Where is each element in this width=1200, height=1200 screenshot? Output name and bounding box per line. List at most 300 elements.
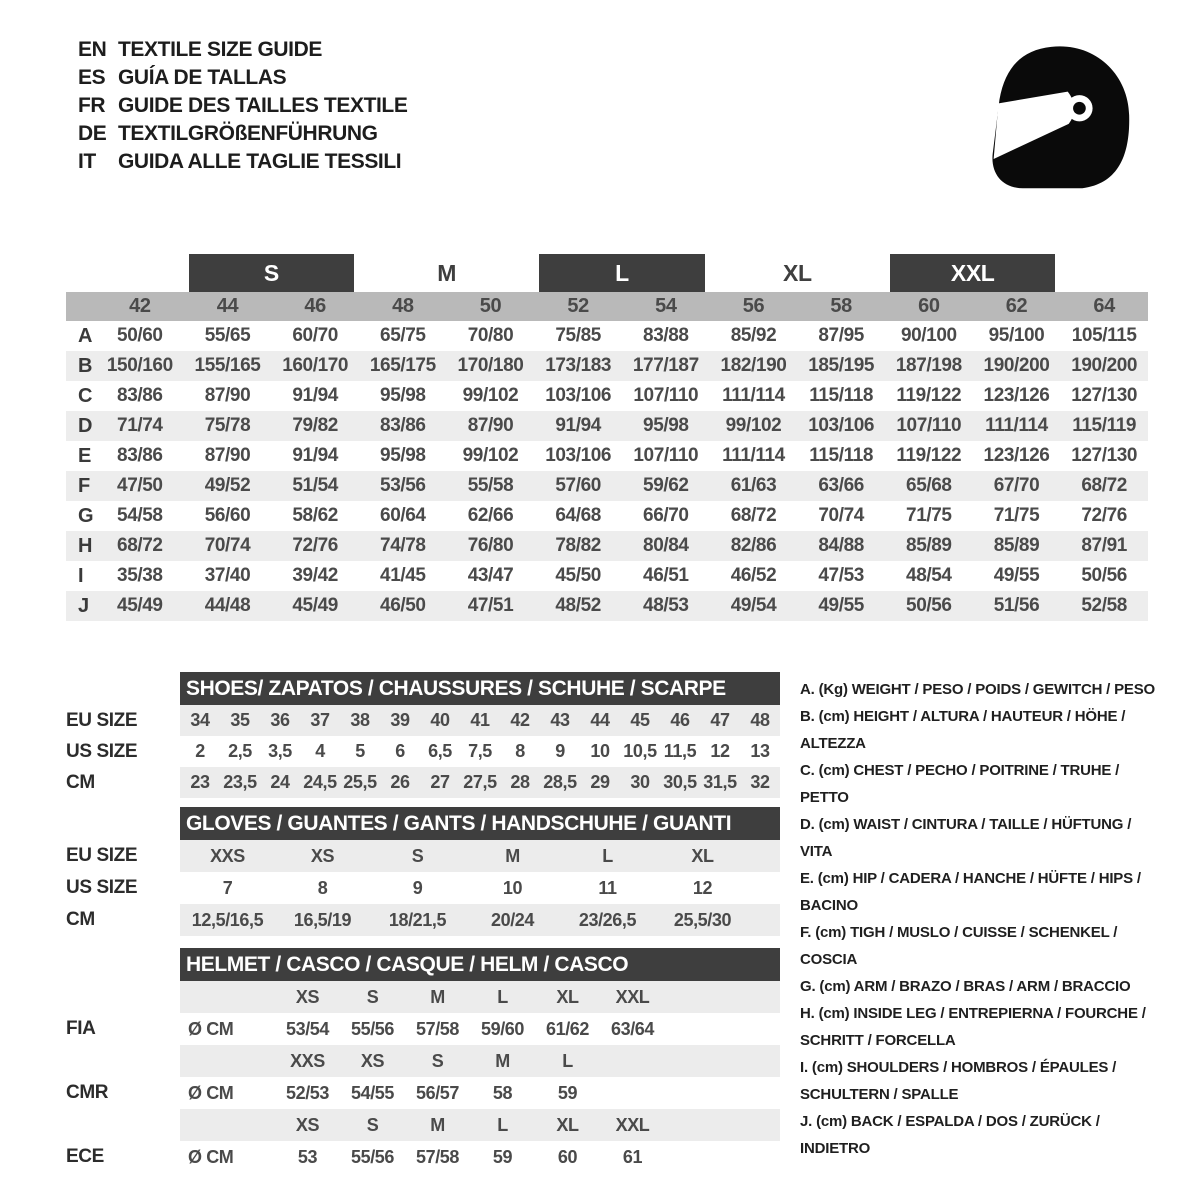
size-value: 70/80 xyxy=(467,325,514,346)
row-cells xyxy=(180,872,780,904)
measure-row-h xyxy=(66,531,1148,561)
size-value: 103/106 xyxy=(545,385,612,406)
size-value: 123/126 xyxy=(983,445,1050,466)
cell-value: 38 xyxy=(350,710,370,730)
size-value: 48/54 xyxy=(906,565,952,586)
row-label-spacer xyxy=(66,1045,180,1077)
size-value: 47/53 xyxy=(818,565,864,586)
guide-title: GUÍA DE TALLAS xyxy=(118,66,287,89)
size-value: 49/52 xyxy=(204,475,251,496)
size-value: 59/62 xyxy=(643,475,689,496)
row-label-spacer xyxy=(66,1109,180,1141)
cell-value: 6,5 xyxy=(428,741,452,761)
title-line xyxy=(78,36,407,64)
row-label: US SIZE xyxy=(66,877,138,898)
row-letter: A xyxy=(78,324,93,347)
helmet-value: 53 xyxy=(297,1146,318,1167)
size-value: 155/165 xyxy=(194,355,261,376)
size-value: 160/170 xyxy=(282,355,349,376)
helmet-sizes-row xyxy=(66,981,780,1013)
cell-value: 39 xyxy=(390,710,410,730)
title-block xyxy=(78,36,407,176)
helmet-size: XXL xyxy=(615,1114,650,1135)
section-title-bar: HELMET / CASCO / CASQUE / HELM / CASCO xyxy=(180,948,780,981)
cell-value: 29 xyxy=(590,772,610,792)
cell-value: 35 xyxy=(230,710,250,730)
legend-item: J. (cm) BACK / ESPALDA / DOS / ZURÜCK / INDIETRO xyxy=(800,1113,1100,1157)
size-value: 95/98 xyxy=(380,385,426,406)
cell-value: 10,5 xyxy=(623,741,657,761)
measure-row-b xyxy=(66,351,1148,381)
cell-value: 44 xyxy=(590,710,610,730)
measure-row-j xyxy=(66,591,1148,621)
size-value: 99/102 xyxy=(462,445,519,466)
cell-value: 11,5 xyxy=(663,741,697,761)
helmet-size: L xyxy=(497,986,508,1007)
table-row xyxy=(66,767,780,798)
cell-value: L xyxy=(602,845,613,866)
title-line xyxy=(78,64,407,92)
legend-item: H. (cm) INSIDE LEG / ENTREPIERNA / FOURCHE / SCHRITT / FORCELLA xyxy=(800,1005,1146,1049)
size-value: 48/53 xyxy=(643,595,689,616)
cell-value: 45 xyxy=(630,710,650,730)
cell-value: 2 xyxy=(195,741,205,761)
helmet-size: L xyxy=(497,1114,508,1135)
cell-value: 43 xyxy=(550,710,570,730)
cell-value: 10 xyxy=(502,877,523,898)
size-band-row xyxy=(66,254,1148,292)
size-value: 115/118 xyxy=(809,385,874,406)
size-value: 85/89 xyxy=(906,535,952,556)
cell-value: 40 xyxy=(430,710,450,730)
sizes-cells xyxy=(180,1109,780,1141)
values-cells xyxy=(180,1013,780,1045)
size-value: 182/190 xyxy=(720,355,787,376)
row-label: CM xyxy=(66,909,95,930)
cell-value: 27,5 xyxy=(463,772,497,792)
language-code: ES xyxy=(78,66,106,89)
size-value: 185/195 xyxy=(808,355,875,376)
size-value: 63/66 xyxy=(818,475,864,496)
size-band-m: M xyxy=(437,259,457,286)
size-value: 56/60 xyxy=(204,505,251,526)
cell-value: 32 xyxy=(750,772,770,792)
size-value: 72/76 xyxy=(292,535,338,556)
table-row xyxy=(66,705,780,736)
language-code: EN xyxy=(78,38,107,61)
helmet-values-row xyxy=(66,1141,780,1173)
size-value: 170/180 xyxy=(457,355,524,376)
helmet-size: S xyxy=(366,986,379,1007)
numeric-size: 46 xyxy=(304,295,326,317)
gloves-table xyxy=(66,807,780,936)
cell-value: 9 xyxy=(412,877,423,898)
helmet-table xyxy=(66,948,780,1173)
cell-value: XXS xyxy=(210,845,245,866)
helmet-value: 57/58 xyxy=(415,1146,460,1167)
size-value: 85/89 xyxy=(993,535,1040,556)
size-value: 105/115 xyxy=(1071,325,1137,346)
cell-value: 6 xyxy=(395,741,405,761)
sizes-cells xyxy=(180,1045,780,1077)
size-value: 173/183 xyxy=(545,355,612,376)
helmet-size: XL xyxy=(556,1114,579,1135)
numeric-size: 64 xyxy=(1093,295,1115,317)
cell-value: 41 xyxy=(470,710,490,730)
cell-value: M xyxy=(505,845,520,866)
size-value: 115/119 xyxy=(1072,415,1137,436)
size-value: 83/88 xyxy=(643,325,689,346)
racing-helmet-icon xyxy=(978,40,1136,196)
size-value: 87/91 xyxy=(1081,535,1127,556)
size-value: 67/70 xyxy=(993,475,1040,496)
section-title-bar: SHOES/ ZAPATOS / CHAUSSURES / SCHUHE / SCARPE xyxy=(180,672,780,705)
size-value: 49/55 xyxy=(993,565,1040,586)
size-value: 68/72 xyxy=(730,505,777,526)
size-value: 71/74 xyxy=(117,415,163,436)
helmet-value: 61 xyxy=(622,1146,643,1167)
size-value: 76/80 xyxy=(467,535,514,556)
size-value: 60/64 xyxy=(380,505,426,526)
cell-value: 18/21,5 xyxy=(388,909,447,930)
numeric-size: 44 xyxy=(216,295,239,317)
helmet-value: 53/54 xyxy=(285,1018,330,1039)
title-line xyxy=(78,92,407,120)
cell-value: 24,5 xyxy=(303,772,337,792)
size-value: 46/51 xyxy=(643,565,689,586)
size-value: 99/102 xyxy=(462,385,519,406)
cell-value: 48 xyxy=(750,710,770,730)
row-letter: B xyxy=(78,354,93,377)
cell-value: 47 xyxy=(710,710,730,730)
cell-value: 46 xyxy=(670,710,690,730)
size-value: 65/75 xyxy=(380,325,426,346)
size-value: 127/130 xyxy=(1071,445,1138,466)
helmet-size: XXL xyxy=(615,986,650,1007)
numeric-size: 60 xyxy=(918,295,940,317)
size-value: 78/82 xyxy=(555,535,601,556)
cell-value: 8 xyxy=(317,877,328,898)
helmet-value: 54/55 xyxy=(350,1082,395,1103)
corner-spacer xyxy=(66,292,96,321)
size-value: 72/76 xyxy=(1081,505,1127,526)
size-value: 150/160 xyxy=(106,355,173,376)
size-value: 95/98 xyxy=(643,415,689,436)
size-value: 49/54 xyxy=(730,595,777,616)
table-row xyxy=(66,904,780,936)
size-value: 62/66 xyxy=(467,505,514,526)
helmet-value: 52/53 xyxy=(285,1082,330,1103)
helmet-size: XL xyxy=(556,986,579,1007)
size-value: 82/86 xyxy=(730,535,777,556)
size-value: 70/74 xyxy=(204,535,251,556)
cell-value: 3,5 xyxy=(268,741,292,761)
numeric-size: 58 xyxy=(830,295,852,317)
size-value: 87/90 xyxy=(467,415,514,436)
size-value: 80/84 xyxy=(643,535,689,556)
helmet-size: M xyxy=(430,1114,445,1135)
size-value: 115/118 xyxy=(809,445,874,466)
row-letter: F xyxy=(78,474,90,497)
size-value: 177/187 xyxy=(632,355,699,376)
size-value: 107/110 xyxy=(896,415,962,436)
size-value: 53/56 xyxy=(380,475,426,496)
table-row xyxy=(66,736,780,767)
row-cells xyxy=(180,904,780,936)
size-value: 45/49 xyxy=(117,595,163,616)
cell-value: XS xyxy=(310,845,335,866)
helmet-size: S xyxy=(366,1114,379,1135)
numeric-size: 50 xyxy=(479,295,502,317)
row-letter: C xyxy=(78,384,93,407)
shoes-table xyxy=(66,672,780,798)
row-cells xyxy=(180,705,780,736)
size-value: 127/130 xyxy=(1071,385,1138,406)
size-value: 75/78 xyxy=(204,415,251,436)
numeric-size: 48 xyxy=(392,295,414,317)
cell-value: 30 xyxy=(630,772,650,792)
table-row xyxy=(66,872,780,904)
legend-item: C. (cm) CHEST / PECHO / POITRINE / TRUHE / PETTO xyxy=(800,762,1120,806)
cell-value: 8 xyxy=(515,741,525,761)
guide-title: GUIDE DES TAILLES TEXTILE xyxy=(118,94,408,117)
helmet-value: 55/56 xyxy=(350,1146,395,1167)
size-value: 111/114 xyxy=(722,445,785,466)
row-label-spacer xyxy=(66,981,180,1013)
size-value: 49/55 xyxy=(818,595,864,616)
row-letter: D xyxy=(78,414,93,437)
cell-value: 16,5/19 xyxy=(293,909,352,930)
size-value: 41/45 xyxy=(380,565,426,586)
cell-value: 31,5 xyxy=(703,772,737,792)
legend-item: F. (cm) TIGH / MUSLO / CUISSE / SCHENKEL / COSCIA xyxy=(800,924,1118,968)
legend-item: A. (Kg) WEIGHT / PESO / POIDS / GEWITCH / PESO xyxy=(800,681,1155,698)
size-value: 79/82 xyxy=(292,415,338,436)
size-value: 84/88 xyxy=(818,535,864,556)
row-letter: I xyxy=(78,564,84,587)
size-value: 119/122 xyxy=(896,445,962,466)
size-value: 35/38 xyxy=(117,565,163,586)
standard-label: CMR xyxy=(66,1082,109,1103)
legend-item: E. (cm) HIP / CADERA / HANCHE / HÜFTE / HIPS / BACINO xyxy=(800,870,1141,914)
row-cells xyxy=(180,736,780,767)
size-value: 91/94 xyxy=(292,385,338,406)
standard-label: ECE xyxy=(66,1146,104,1167)
helmet-value: 58 xyxy=(492,1082,513,1103)
size-value: 165/175 xyxy=(369,355,436,376)
helmet-size: S xyxy=(431,1050,444,1071)
size-band-l: L xyxy=(539,254,704,292)
language-code: FR xyxy=(78,94,106,117)
legend-item: D. (cm) WAIST / CINTURA / TAILLE / HÜFTUNG / VITA xyxy=(800,816,1132,860)
size-value: 90/100 xyxy=(900,325,957,346)
legend-item: I. (cm) SHOULDERS / HOMBROS / ÉPAULES / SCHULTERN / SPALLE xyxy=(800,1059,1117,1103)
size-value: 190/200 xyxy=(1071,355,1138,376)
size-value: 47/51 xyxy=(467,595,514,616)
diameter-label: Ø CM xyxy=(188,1082,234,1103)
size-value: 103/106 xyxy=(808,415,875,436)
size-value: 37/40 xyxy=(204,565,251,586)
row-letter: H xyxy=(78,534,93,557)
cell-value: 28 xyxy=(510,772,530,792)
size-value: 83/86 xyxy=(380,415,426,436)
cell-value: 5 xyxy=(355,741,365,761)
cell-value: 23,5 xyxy=(223,772,257,792)
size-value: 66/70 xyxy=(643,505,689,526)
size-value: 83/86 xyxy=(117,385,163,406)
cell-value: 36 xyxy=(270,710,290,730)
size-band-s: S xyxy=(189,254,354,292)
size-value: 71/75 xyxy=(906,505,952,526)
size-value: 58/62 xyxy=(292,505,338,526)
helmet-size: XXS xyxy=(290,1050,325,1071)
helmet-value: 56/57 xyxy=(415,1082,460,1103)
cell-value: 23 xyxy=(190,772,210,792)
values-cells xyxy=(180,1141,780,1173)
size-value: 99/102 xyxy=(725,415,782,436)
size-value: 55/65 xyxy=(204,325,251,346)
size-value: 64/68 xyxy=(555,505,601,526)
size-value: 87/90 xyxy=(204,445,251,466)
numeric-size: 56 xyxy=(742,295,765,317)
size-value: 43/47 xyxy=(467,565,514,586)
cell-value: 42 xyxy=(510,710,530,730)
helmet-value: 55/56 xyxy=(350,1018,395,1039)
size-value: 51/54 xyxy=(292,475,338,496)
size-value: 83/86 xyxy=(117,445,163,466)
standard-label: FIA xyxy=(66,1018,96,1039)
size-value: 107/110 xyxy=(633,445,699,466)
measure-row-c xyxy=(66,381,1148,411)
helmet-size: M xyxy=(430,986,445,1007)
helmet-value: 59 xyxy=(492,1146,513,1167)
cell-value: 13 xyxy=(750,741,770,761)
measure-row-e xyxy=(66,441,1148,471)
numeric-size: 54 xyxy=(655,295,677,317)
size-value: 45/49 xyxy=(292,595,338,616)
size-value: 74/78 xyxy=(380,535,426,556)
size-value: 39/42 xyxy=(292,565,338,586)
numeric-size: 62 xyxy=(1005,295,1028,317)
diameter-label: Ø CM xyxy=(188,1146,234,1167)
cell-value: 23/26,5 xyxy=(578,909,637,930)
textile-size-table xyxy=(66,254,1148,621)
size-value: 91/94 xyxy=(292,445,338,466)
cell-value: 11 xyxy=(598,877,617,898)
measure-row-a xyxy=(66,321,1148,351)
language-code: DE xyxy=(78,122,107,145)
size-value: 95/98 xyxy=(380,445,426,466)
cell-value: 7 xyxy=(222,877,233,898)
cell-value: 10 xyxy=(590,741,610,761)
size-value: 87/95 xyxy=(818,325,864,346)
diameter-spacer xyxy=(180,1109,275,1141)
size-value: 187/198 xyxy=(895,355,962,376)
cell-value: 12 xyxy=(710,741,730,761)
size-value: 87/90 xyxy=(204,385,251,406)
diameter-label: Ø CM xyxy=(188,1018,234,1039)
cell-value: 4 xyxy=(315,741,325,761)
helmet-size: XS xyxy=(295,1114,320,1135)
size-value: 52/58 xyxy=(1081,595,1127,616)
numeric-size-row xyxy=(66,292,1148,321)
title-line xyxy=(78,148,407,176)
helmet-values-row xyxy=(66,1013,780,1045)
cell-value: 25,5/30 xyxy=(673,909,732,930)
helmet-size: XS xyxy=(295,986,320,1007)
size-value: 50/60 xyxy=(117,325,163,346)
helmet-sizes-row xyxy=(66,1109,780,1141)
size-value: 111/114 xyxy=(722,385,785,406)
language-code: IT xyxy=(78,150,96,173)
size-value: 68/72 xyxy=(117,535,163,556)
helmet-size: M xyxy=(495,1050,510,1071)
helmet-value: 59 xyxy=(557,1082,578,1103)
title-line xyxy=(78,120,407,148)
row-letter: E xyxy=(78,444,91,467)
measure-row-d xyxy=(66,411,1148,441)
cell-value: S xyxy=(411,845,424,866)
size-value: 44/48 xyxy=(204,595,251,616)
size-value: 46/52 xyxy=(730,565,777,586)
size-value: 46/50 xyxy=(380,595,426,616)
accessory-tables xyxy=(66,672,780,1173)
size-value: 45/50 xyxy=(555,565,601,586)
cell-value: 27 xyxy=(430,772,450,792)
cell-value: 7,5 xyxy=(468,741,492,761)
measure-row-f xyxy=(66,471,1148,501)
helmet-sizes-row xyxy=(66,1045,780,1077)
size-value: 91/94 xyxy=(555,415,601,436)
row-cells xyxy=(180,840,780,872)
size-value: 111/114 xyxy=(985,415,1048,436)
cell-value: 12 xyxy=(692,877,713,898)
measure-row-g xyxy=(66,501,1148,531)
row-label: CM xyxy=(66,771,95,793)
numeric-size: 52 xyxy=(567,295,589,317)
row-cells xyxy=(180,767,780,798)
row-label: US SIZE xyxy=(66,740,138,762)
diameter-spacer xyxy=(180,981,275,1013)
size-value: 119/122 xyxy=(896,385,962,406)
numeric-size: 42 xyxy=(129,295,151,317)
size-band-xl: XL xyxy=(783,259,812,286)
size-value: 60/70 xyxy=(292,325,338,346)
helmet-value: 59/60 xyxy=(480,1018,525,1039)
size-value: 71/75 xyxy=(993,505,1040,526)
measurement-legend xyxy=(800,676,1162,1162)
size-value: 75/85 xyxy=(555,325,601,346)
size-value: 107/110 xyxy=(633,385,699,406)
cell-value: 9 xyxy=(555,741,565,761)
racing-helmet-icon-svg xyxy=(978,40,1136,196)
size-band-xxl: XXL xyxy=(890,254,1055,292)
size-value: 68/72 xyxy=(1081,475,1127,496)
table-row xyxy=(66,840,780,872)
cell-value: 25,5 xyxy=(343,772,377,792)
values-cells xyxy=(180,1077,780,1109)
size-value: 51/56 xyxy=(993,595,1040,616)
guide-title: TEXTILE SIZE GUIDE xyxy=(118,38,322,61)
row-letter: G xyxy=(78,504,94,527)
size-value: 103/106 xyxy=(545,445,612,466)
cell-value: 30,5 xyxy=(663,772,697,792)
helmet-value: 61/62 xyxy=(545,1018,590,1039)
guide-title: TEXTILGRÖßENFÜHRUNG xyxy=(118,122,378,145)
size-value: 50/56 xyxy=(1081,565,1127,586)
cell-value: 24 xyxy=(270,772,290,792)
size-value: 57/60 xyxy=(555,475,601,496)
